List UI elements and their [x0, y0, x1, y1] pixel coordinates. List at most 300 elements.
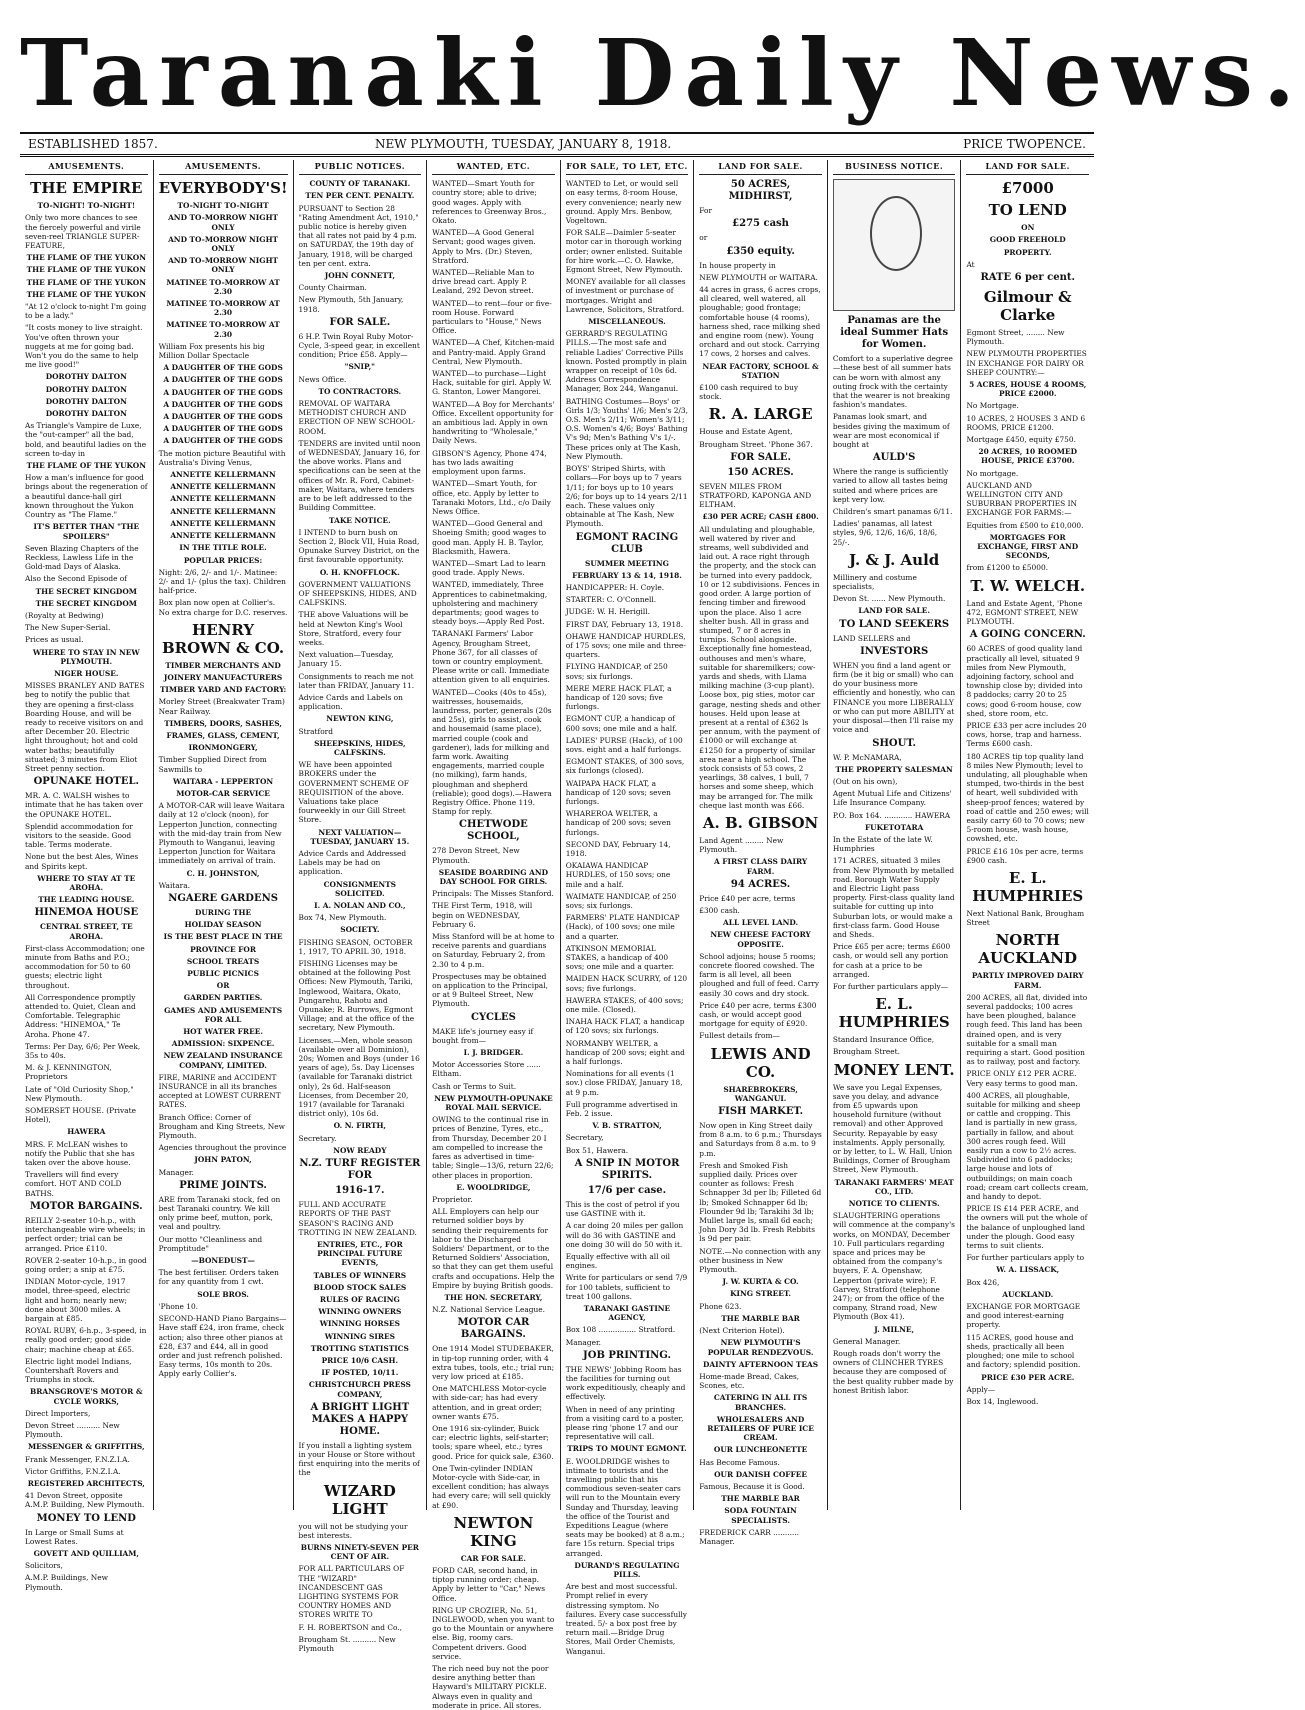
column-text: FOR ALL PARTICULARS OF THE "WIZARD" INCANDESCENT GAS LIGHTING SYSTEMS FOR COUNTRY HOMES AND STORES WRITE TO: [298, 1564, 405, 1620]
column-text: MONEY TO LEND: [36, 1512, 136, 1524]
column-text: PROVINCE FOR: [190, 944, 256, 954]
column-text: NOW READY: [333, 1145, 387, 1155]
column-text: SHEEPSKINS, HIDES, CALFSKINS.: [314, 738, 406, 757]
column-text: J. W. KURTA & CO.: [722, 1277, 799, 1287]
column-text: Direct Importers,: [25, 1408, 91, 1418]
column-text: ON: [1021, 223, 1035, 233]
column-text: 17/6 per case.: [587, 1184, 667, 1196]
column-text: Famous, Because it is Good.: [699, 1481, 805, 1491]
column-text: W. A. LISSACK,: [996, 1265, 1060, 1275]
column-text: ANNETTE KELLERMANN: [170, 531, 276, 541]
column-text: BRANSGROVE'S MOTOR & CYCLE WORKS,: [30, 1387, 143, 1406]
column-text: you will not be studying your best interests.: [298, 1521, 408, 1540]
column-text: TENDERS are invited until noon of WEDNESDAY, January 16, for the above works. Plans and specifications can be seen at the offices of Mr. R. Ford, Cabinet-maker, Waitara, where tenders are to be left addressed to the Building Committee.: [298, 438, 421, 513]
column-text: WANTED—A Chef, Kitchen-maid and Pantry-maid. Apply Grand Central, New Plymouth.: [432, 338, 555, 366]
column-text: The motion picture Beautiful with Australia's Diving Venus,: [158, 448, 286, 467]
column-text: REMOVAL OF WAITARA METHODIST CHURCH AND ERECTION OF NEW SCHOOL-ROOM.: [298, 399, 416, 436]
column-text: NEW PLYMOUTH-OPUNAKE ROYAL MAIL SERVICE.: [434, 1093, 553, 1113]
column-text: MONEY LENT.: [833, 1060, 955, 1079]
column-text: NIGER HOUSE.: [54, 668, 119, 678]
column-text: LEWIS AND CO.: [710, 1044, 811, 1081]
column-text: TROTTING STATISTICS: [310, 1343, 409, 1353]
column-text: DOROTHY DALTON: [45, 372, 127, 382]
column-text: NOTE.—No connection with any other business in New Plymouth.: [699, 1246, 821, 1275]
column-text: MERE MERE HACK FLAT, a handicap of 120 sovs; five furlongs.: [565, 683, 672, 712]
column-text: Panamas look smart, and besides giving the maximum of wear are most economical if bought at: [832, 412, 950, 450]
column-text: N.Z. National Service League.: [432, 1305, 545, 1315]
column-text: 171 ACRES, situated 3 miles from New Plymouth by metalled road. Borough Water Supply and Electric Light pass property. First-class quality land suitable for cutting up into Suburban lots, or would make a first-class farm. Good House and Sheds.: [832, 856, 955, 939]
column-text: EVERYBODY'S!: [158, 179, 288, 198]
column-text: Proprietor.: [432, 1194, 473, 1204]
column-text: ARE from Taranaki stock, fed on best Taranaki country. We kill only prime beef, mutton, pork, veal and poultry.: [158, 1194, 281, 1232]
column-text: A BRIGHT LIGHT MAKES A HAPPY HOME.: [310, 1401, 410, 1437]
column-text: The New Super-Serial.: [25, 623, 111, 633]
column-text: ADMISSION: SIXPENCE.: [171, 1039, 275, 1049]
column-text: A DAUGHTER OF THE GODS: [163, 387, 283, 397]
column-text: SOMERSET HOUSE. (Private Hotel),: [25, 1106, 136, 1125]
column-text: FARMERS' PLATE HANDICAP (Hack), of 100 sovs; one mile and a quarter.: [565, 913, 680, 941]
column-text: FIRST DAY, February 13, 1918.: [565, 619, 684, 629]
column-text: FULL AND ACCURATE REPORTS OF THE PAST SEASON'S RACING AND TROTTING IN NEW ZEALAND.: [298, 1200, 417, 1237]
column-text: £350 equity.: [726, 245, 795, 257]
column-text: THE MARBLE BAR: [721, 1313, 800, 1323]
column-text: OWING to the continual rise in prices of Benzine, Tyres, etc., from Thursday, December 20 I am compelled to increase the fares as advertised in time-table; Single—13/6, return 22/6; other places in proportion.: [432, 1115, 554, 1180]
column-text: MORTGAGES FOR EXCHANGE, FIRST AND SECONDS,: [977, 532, 1079, 561]
column-text: POPULAR PRICES:: [183, 555, 263, 565]
column-text: SOCIETY.: [340, 925, 380, 935]
column-text: Equities from £500 to £10,000.: [966, 520, 1084, 530]
column-text: HENRY BROWN & CO.: [162, 620, 285, 657]
column-text: Our motto "Cleanliness and Promptitude": [158, 1234, 263, 1253]
column-text: NORTH AUCKLAND: [978, 931, 1078, 968]
column-text: ATKINSON MEMORIAL STAKES, a handicap of 400 sovs; one mile and a quarter.: [565, 943, 674, 972]
column-text: THE above Valuations will be held at Newton King's Wool Store, Stratford, every four weeks.: [298, 610, 409, 647]
newspaper-title: Taranaki Daily News.: [20, 19, 1305, 127]
column-text: OUR DANISH COFFEE: [714, 1469, 808, 1479]
column-text: MAIDEN HACK SCURRY, of 120 sovs; five furlongs.: [565, 974, 688, 993]
newspaper-columns: [20, 160, 1094, 1710]
column-heading: LAND FOR SALE.: [966, 160, 1089, 175]
column-text: ANNETTE KELLERMANN: [170, 482, 276, 492]
column-text: SHAREBROKERS, WANGANUI.: [723, 1084, 798, 1103]
column-text: THE FLAME OF THE YUKON: [26, 253, 146, 263]
column-text: Price £65 per acre; terms £600 cash, or would sell any portion for cash at a price to be arranged.: [832, 942, 951, 979]
column-text: NEW PLYMOUTH or WAITARA.: [699, 272, 818, 282]
column-text: HOT WATER FREE.: [183, 1027, 263, 1037]
column-text: REGISTERED ARCHITECTS,: [27, 1478, 145, 1488]
column-text: Agencies throughout the province: [158, 1143, 287, 1153]
column-text: OHAWE HANDICAP HURDLES, of 175 sovs; one mile and three-quarters.: [565, 631, 686, 660]
column-text: TEN PER CENT. PENALTY.: [305, 191, 415, 201]
column-text: ANNETTE KELLERMANN: [170, 470, 276, 480]
column-2: [154, 160, 294, 1510]
column-text: SLAUGHTERING operations will commence at the company's works, on MONDAY, December 10. Full particulars regarding space and prices may be obtained from the company's buyers, F. A. Openshaw, Lepperton (private wire); F. Garvey, Stratford (telephone 247); or from the office of the company, Strand road, New Plymouth (Box 41).: [832, 1211, 955, 1322]
column-text: T. W. WELCH.: [970, 576, 1086, 595]
column-text: For: [699, 206, 712, 216]
masthead: [0, 0, 1305, 130]
column-text: INAHA HACK FLAT, a handicap of 120 sovs; six furlongs.: [565, 1017, 685, 1036]
column-text: Licenses.—Men, whole season (available over all Dominion), 20s; Women and Boys (under 16 years of age), 5s. Day Licenses (available for Taranaki district only), 2s 6d. Half-season Licenses, from December 20, 1917 (available for Taranaki district only), 10s 6d.: [298, 1035, 420, 1119]
column-text: WE have been appointed BROKERS under the GOVERNMENT SCHEME OF REQUISITION of the above. Valuations take place fourweekly in our Gill Street Store.: [298, 760, 409, 825]
column-text: £100 cash required to buy stock.: [699, 383, 799, 402]
column-text: NEW PLYMOUTH PROPERTIES IN EXCHANGE FOR DAIRY OR SHEEP COUNTRY:—: [966, 349, 1087, 377]
column-4: [427, 160, 561, 1710]
column-text: Fresh and Smoked Fish supplied daily. Prices over counter as follows: Fresh Schnapper 3d per lb; Filleted 6d lb; Smoked Schnapper 6d lb; Flounder 9d lb; Tarakihi 3d lb; Mullet large ls, small 6d each; John Dory 3d lb. Fresh Rebbits ls 9d per pair.: [699, 1160, 822, 1244]
column-heading: PUBLIC NOTICES.: [299, 160, 422, 175]
column-text: Timber Supplied Direct from Sawmills to: [158, 755, 267, 774]
column-text: Motor Accessories Store ...... Eltham.: [432, 1060, 541, 1079]
column-text: THE First Term, 1918, will begin on WEDNESDAY, February 6.: [432, 901, 533, 929]
column-text: Also the Second Episode of: [25, 574, 127, 584]
column-text: New Plymouth, 5th January, 1918.: [298, 295, 404, 314]
column-text: JOHN PATON,: [194, 1155, 252, 1165]
column-text: 400 ACRES, all ploughable, suitable for milking and sheep or cattle and cropping. This land is partially in new grass, partially in fallow, and about 300 acres rough feed. Will easily run a cow to 2½ acres. Subdivided into 6 paddocks; large house and lots of outbuildings; on main coach road; cream cart collects cream, and handy to depot.: [966, 1090, 1089, 1202]
column-text: Secretary,: [565, 1133, 604, 1143]
column-text: NEAR FACTORY, SCHOOL & STATION: [702, 361, 819, 380]
column-text: AUCKLAND AND WELLINGTON CITY AND SUBURBAN PROPERTIES IN EXCHANGE FOR FARMS:—: [966, 480, 1077, 518]
column-text: A. B. GIBSON: [702, 813, 819, 832]
column-text: TO-NIGHT! TO-NIGHT!: [37, 201, 136, 211]
column-text: Comfort to a superlative degree—these best of all summer hats can be worn with almost any outing frock with the certainty that the wearer is not breaking fashion's mandates.: [832, 354, 953, 410]
column-text: Box 14, Inglewood.: [966, 1396, 1039, 1406]
column-text: 41 Devon Street, opposite A.M.P. Building, New Plymouth.: [25, 1491, 145, 1510]
established-text: ESTABLISHED 1857.: [28, 137, 158, 151]
column-text: CYCLES: [471, 1011, 516, 1023]
column-text: E. WOOLDRIDGE,: [456, 1182, 531, 1192]
column-text: INDIAN Motor-cycle, 1917 model, three-speed, electric light and horn; nearly new; done about 3000 miles. A bargain at £85.: [25, 1277, 131, 1323]
column-text: DURING THE: [194, 907, 252, 917]
column-text: O. H. KNOFFLOCK.: [319, 567, 400, 577]
column-text: Consignments to reach me not later than FRIDAY, January 11.: [298, 671, 415, 690]
column-text: WAITARA - LEPPERTON: [172, 776, 274, 786]
column-text: The rich need buy not the poor desire anything better than Hayward's MILITARY PICKLE. Always even in quality and moderate in price. All stores.: [432, 1664, 549, 1710]
column-text: PARTLY IMPROVED DAIRY FARM.: [971, 971, 1084, 990]
column-text: None but the best Ales, Wines and Spirits kept.: [25, 852, 139, 871]
column-text: J. & J. Auld: [849, 550, 940, 569]
dateline: NEW PLYMOUTH, TUESDAY, JANUARY 8, 1918.: [375, 137, 672, 151]
column-text: MR. A. C. WALSH wishes to intimate that he has taken over the OPUNAKE HOTEL.: [25, 791, 143, 819]
column-text: THE FLAME OF THE YUKON: [26, 265, 146, 275]
column-text: FREDERICK CARR ........... Manager.: [699, 1527, 800, 1546]
column-text: WAIPAPA HACK FLAT, a handicap of 120 sovs; seven furlongs.: [565, 778, 671, 806]
column-text: CHETWODE SCHOOL,: [459, 819, 528, 843]
column-text: WANTED to Let, or would sell on easy terms, 8-room House, every convenience; nearly new ground. Apply Mrs. Benbow, Vogeltown.: [565, 179, 682, 226]
column-text: THE SECRET KINGDOM: [35, 598, 137, 608]
column-text: AND TO-MORROW NIGHT ONLY: [168, 213, 279, 232]
column-text: ROYAL RUBY, 6-h.p., 3-speed, in really good order; good side chair; machine cheap at £65.: [25, 1326, 147, 1354]
info-bar: [20, 132, 1094, 157]
column-text: Secretary.: [298, 1133, 337, 1143]
column-text: All undulating and ploughable, well watered by river and streams, well subdivided and laid out. A race right through the property, and the stock can be turned into every paddock, 10 or 12 subdivisions. Fences in good order. A large portion of fencing timber and firewood upon the place. Also 1 acre shelter bush. All in grass and stumped, 7 or 8 acres in turnips. School alongside. Exceptionally fine homestead, outhouses and men's whare, suitable for sharemilkers; cow-yards and sheds, with Llama milking machine (3-cup plant). Loose box, pig sties, motor car garage, nesting sheds and other houses. Held upon lease at present at a rental of £362 ls per annum, with the payment of £1000 or will exchange at £1250 for a property of similar area near a high school. The stock consists of 53 cows, 2 yearlings, 38 calves, 1 bull, 7 horses and some sheep, which may be arranged for. The milk cheque last month was £66.: [699, 524, 821, 810]
column-text: GAMES AND AMUSEMENTS FOR ALL: [164, 1005, 283, 1024]
column-text: ROVER 2-seater 10-h.p., in good going order; a snip at £75.: [25, 1255, 147, 1274]
column-text: GERRARD'S REGULATING PILLS.—The most safe and reliable Ladies' Corrective Pills known. Posted promptly in plain wrapper on receipt of 10s 6d. Address Correspondence Manager, Box 244, Wanganui.: [565, 329, 687, 394]
column-text: Phone 623.: [699, 1301, 742, 1311]
column-text: THE EMPIRE: [30, 179, 143, 198]
column-text: In Large or Small Sums at Lowest Rates.: [25, 1527, 124, 1546]
column-text: IRONMONGERY,: [188, 743, 258, 753]
column-text: WHEN you find a land agent or firm (be it big or small) who can do your business more efficiently and honestly, who can FINANCE you more LIBERALLY or who can put more ABILITY at your disposal—then I'll raise my voice and: [832, 660, 956, 735]
column-text: DAINTY AFTERNOON TEAS: [703, 1359, 819, 1369]
column-text: One 1916 six-cylinder, Buick car; electric lights, self-starter; tools; spare wheel, etc.; tyres good. Price for quick sale, £360.: [432, 1423, 554, 1461]
column-text: MISSES BRANLEY AND BATES beg to notify the public that they are opening a first-class Boarding House, and will be ready to receive visitors on and after December 20. Electric light throughout; hot and cold water baths; beautifully situated; 3 minutes from Eliot Street penny section.: [25, 681, 145, 773]
column-text: SEASIDE BOARDING AND DAY SCHOOL FOR GIRLS.: [438, 867, 549, 887]
column-text: In house property in: [699, 260, 776, 270]
column-text: CONSIGNMENTS SOLICITED.: [323, 879, 396, 898]
column-text: Frank Messenger, F.N.Z.I.A.: [25, 1454, 130, 1464]
column-text: I. J. BRIDGER.: [463, 1048, 524, 1058]
column-text: HANDICAPPER: H. Coyle.: [565, 582, 665, 592]
column-text: NEW CHEESE FACTORY OPPOSITE.: [710, 930, 811, 949]
column-text: WANTED—Smart Youth for country store; able to drive; good wages. Apply with references to Greenway Bros., Okato.: [432, 179, 547, 226]
column-text: E. L. HUMPHRIES: [972, 868, 1084, 905]
column-text: A DAUGHTER OF THE GODS: [163, 375, 283, 385]
column-text: Prospectuses may be obtained on application to the Principal, or at 9 Bulteel Street, New Plymouth.: [432, 971, 548, 1009]
column-text: RATE 6 per cent.: [980, 272, 1075, 284]
column-text: Waitara.: [158, 880, 190, 890]
column-text: Box plan now open at Collier's. No extra charge for D.C. reserves.: [158, 598, 288, 617]
column-text: A MOTOR-CAR will leave Waitara daily at 12 o'clock (noon), for Lepperton Junction, connecting with the mid-day train from New Plymouth to Wanganui, leaving Lepperton Junction for Waitara immediately on arrival of train.: [158, 801, 285, 866]
column-text: School adjoins; house 5 rooms; concrete floored cowshed. The farm is all level, all been ploughed and full of feed. Carry easily 30 cows and dry stock.: [699, 951, 820, 998]
column-text: 180 ACRES tip top quality land 8 miles New Plymouth; level to undulating, all ploughable when stumped, two-thirds in the best of heart, well subdivided with sheep-proof fences; watered by road of cattle and 250 ewes; will easily carry 60 to 70 cows; new 5-room house, wash house, cowshed, etc.: [966, 751, 1089, 844]
column-text: AND TO-MORROW NIGHT ONLY: [168, 256, 279, 275]
column-text: 'Phone 10.: [158, 1301, 199, 1311]
column-text: Are best and most successful. Prompt relief in every distressing symptom. No failures. Every case successfully treated. 5/- a box post free by return mail.—Bridge Drug Stores, Mail Order Chemists, Wanganui.: [565, 1582, 687, 1656]
column-text: (Out on his own),: [832, 776, 898, 786]
column-text: W. P. McNAMARA,: [832, 752, 902, 762]
column-text: Land and Estate Agent, 'Phone 472, EGMONT STREET, NEW PLYMOUTH.: [966, 598, 1083, 627]
column-text: LADIES' PURSE (Hack), of 100 sovs. eight and a half furlongs.: [565, 735, 683, 754]
panama-hat-illustration: [833, 179, 956, 311]
column-text: MOTOR CAR BARGAINS.: [457, 1317, 530, 1341]
column-text: Box 426,: [966, 1277, 1000, 1287]
column-text: Splendid accommodation for visitors to the seaside. Good table. Terms moderate.: [25, 821, 133, 850]
column-text: NEWTON KING,: [326, 714, 394, 724]
column-text: NGAERE GARDENS: [168, 892, 278, 904]
column-text: FORD CAR, second hand, in tiptop running order; cheap. Apply by letter to "Car," News Office.: [432, 1566, 546, 1603]
column-text: E. WOOLDRIDGE wishes to intimate to tourists and the travelling public that his commodious seven-seater cars will run to the Mountain every Sunday and Thursday, leaving the office of the Tourist and Expeditions League (where seats may be booked) at 8 a.m.; fare 15s return. Special trips arranged.: [565, 1456, 685, 1558]
column-text: Box 108 ................ Stratford.: [565, 1325, 676, 1335]
column-text: Mortgage £450, equity £750.: [966, 435, 1076, 445]
column-text: How a man's influence for good brings about the regeneration of a beautiful dance-hall girl known throughout the Yukon Country as "The Flame.": [25, 473, 148, 520]
column-text: WHOLESALERS AND RETAILERS OF PURE ICE CREAM.: [707, 1414, 814, 1443]
column-text: A DAUGHTER OF THE GODS: [163, 399, 283, 409]
column-text: As Triangle's Vampire de Luxe, the "out-camper" all the bad, bold, and beautiful ladies on the screen to-day in: [25, 421, 147, 458]
column-text: First-class Accommodation; one minute from Baths and P.O.; accommodation for 50 to 60 guests; electric light throughout.: [25, 943, 145, 990]
column-text: A car doing 20 miles per gallon will do 36 with GASTINE and one doing 30 will do 50 with it.: [565, 1221, 684, 1249]
column-text: THE LEADING HOUSE.: [38, 895, 135, 905]
column-text: THE MARBLE BAR: [721, 1494, 800, 1504]
column-text: House and Estate Agent,: [699, 427, 793, 437]
column-text: All Correspondence promptly attended to. Quiet, Clean and Comfortable. Telegraphic Address: "HINEMOA," Te Aroha. Phone 47.: [25, 992, 136, 1039]
column-text: PURSUANT to Section 28 "Rating Amendment Act, 1910," public notice is hereby given that all rates not paid by 4 p.m. on SATURDAY, the 19th day of January, 1918, will be charged ten per cent. extra.: [298, 203, 419, 268]
column-text: TO LEND: [988, 201, 1067, 220]
column-text: £275 cash: [732, 218, 789, 230]
column-text: from £1200 to £5000.: [966, 563, 1049, 573]
column-text: Morley Street (Breakwater Tram) Near Railway.: [158, 697, 285, 716]
column-text: When in need of any printing from a visiting card to a poster, please ring 'phone 17 and our representative will call.: [565, 1404, 684, 1442]
column-text: HAWERA: [67, 1127, 106, 1137]
column-text: RULES OF RACING: [319, 1294, 400, 1304]
column-text: In the Estate of the late W. Humphries: [832, 834, 933, 854]
column-heading: BUSINESS NOTICE.: [833, 160, 956, 175]
column-1: [20, 160, 154, 1592]
column-text: GARDEN PARTIES.: [183, 993, 263, 1003]
column-text: Next National Bank, Brougham Street: [966, 908, 1085, 928]
column-text: HAWERA STAKES, of 400 sovs; one mile. (Closed).: [565, 995, 684, 1015]
column-text: Egmont Street, ........ New Plymouth.: [966, 328, 1065, 347]
column-text: RING UP CROZIER, No. 51, INGLEWOOD, when you want to go to the Mountain or anywhere else. Big, roomy cars. Competent drivers. Good service.: [432, 1605, 555, 1661]
column-text: ALL LEVEL LAND.: [723, 918, 799, 928]
column-text: WINNING SIRES: [324, 1331, 395, 1341]
column-heading: FOR SALE, TO LET, ETC.: [566, 160, 689, 175]
column-text: Principals: The Misses Stanford.: [432, 889, 554, 899]
column-text: Home-made Bread, Cakes, Scones, etc.: [699, 1371, 800, 1391]
column-text: EXCHANGE FOR MORTGAGE and good interest-earning property.: [966, 1302, 1081, 1330]
column-text: Rough roads don't worry the owners of CLINCHER TYRES because they are composed of the best quality rubber made by honest British labor.: [832, 1349, 954, 1395]
column-text: PUBLIC PICNICS: [187, 969, 259, 978]
column-text: We save you Legal Expenses, save you delay, and advance from £5 upwards upon household furniture (without removal) and other Approved Security. Repayable by easy instalments. Apply personally, or by letter, to L. W. Hall, Union Buildings, Corner of Brougham Street, New Plymouth.: [832, 1082, 953, 1175]
column-text: 1916-17.: [335, 1185, 385, 1197]
column-text: FISHING Licenses may be obtained at the following Post Offices: New Plymouth, Tariki, Inglewood, Waitara, Okato, Pungarehu, Rahotu and Opunake; R. Burrows, Egmont Village; and at the office of the secretary, New Plymouth.: [298, 959, 415, 1033]
column-text: For further particulars apply to: [966, 1253, 1085, 1263]
column-text: WANTED—Good General and Shoeing Smith; good wages to good man. Apply H. B. Taylor, Blacksmith, Hawera.: [432, 519, 547, 556]
column-text: 44 acres in grass, 6 acres crops, all cleared, well watered, all ploughable; good frontage; comfortable house (4 rooms), harness shed, race milking shed and engine room (new). Young orchard and out stock. Carrying 17 cows, 2 horses and calves.: [699, 285, 821, 359]
column-text: (Royalty at Bedwing): [25, 610, 104, 620]
column-text: 10 ACRES, 2 HOUSES 3 AND 6 ROOMS, PRICE £1200.: [966, 413, 1086, 432]
column-text: Branch Office: Corner of Brougham and King Streets, New Plymouth.: [158, 1112, 285, 1141]
column-text: County Chairman.: [298, 283, 367, 293]
column-text: WANTED—Cooks (40s to 45s), waitresses, housemaids, laundress, porter, generals (20s and 25s), girls to assist, cook and housemaid (same place), married couple (cook and gardener), lads for milking and farm work. Awaiting engagements, married couple (no milking), farm hands, ploughman and shepherd (reliable); good dogs).—Hawera Registry Office. Phone 119. Stamp for reply.: [432, 687, 552, 817]
column-text: MONEY available for all classes of investment or purchase of mortgages. Wright and Lawrence, Solicitors, Stratford.: [565, 277, 686, 314]
column-text: Agent Mutual Life and Citizens' Life Insurance Company.: [832, 789, 952, 808]
column-text: TAKE NOTICE.: [328, 515, 391, 525]
column-text: JOINERY MANUFACTURERS: [163, 672, 283, 682]
column-text: Standard Insurance Office,: [832, 1035, 935, 1045]
column-text: TO CONTRACTORS.: [318, 386, 402, 396]
column-heading: AMUSEMENTS.: [25, 160, 148, 175]
column-text: OR: [216, 981, 230, 991]
column-text: M. & J. KENNINGTON, Proprietors: [25, 1063, 112, 1082]
column-text: V. B. STRATTON,: [592, 1121, 662, 1131]
column-text: TIMBERS, DOORS, SASHES,: [164, 718, 282, 728]
column-text: FISHING SEASON, OCTOBER 1, 1917, TO APRIL 30, 1918.: [298, 937, 413, 956]
column-text: IF POSTED, 10/11.: [321, 1368, 399, 1378]
column-text: F. H. ROBERTSON and Co.,: [298, 1622, 403, 1632]
column-text: Write for particulars or send 7/9 for 100 tablets, sufficient to treat 100 gallons.: [565, 1273, 688, 1301]
column-3: [294, 160, 428, 1653]
column-text: Nominations for all events (1 sov.) close FRIDAY, January 18, at 9 p.m.: [565, 1069, 683, 1097]
column-text: One 1914 Model STUDEBAKER, in tip-top running order, with 4 extra tubes, tools, etc.; trial run; very low priced at £185.: [432, 1344, 555, 1381]
column-text: FISH MARKET.: [718, 1106, 804, 1118]
column-text: Cash or Terms to Suit.: [432, 1081, 517, 1091]
column-text: Equally effective with all oil engines.: [565, 1251, 671, 1271]
column-text: NEW PLYMOUTH'S POPULAR RENDEZVOUS.: [707, 1338, 814, 1357]
column-text: Brougham Street. 'Phone 367.: [699, 439, 813, 449]
column-text: Victor Griffiths, F.N.Z.I.A.: [25, 1466, 121, 1476]
column-text: NEXT VALUATION—TUESDAY, JANUARY 15.: [310, 827, 410, 846]
column-text: TARANAKI GASTINE AGENCY,: [583, 1303, 671, 1323]
column-text: £300 cash.: [699, 905, 740, 915]
column-text: WANTED—to purchase—Light Hack, suitable for girl. Apply W. G. Stanton, Lower Mangorei.: [432, 369, 552, 397]
column-text: 50 ACRES, MIDHIRST,: [728, 179, 793, 203]
column-text: THE SECRET KINGDOM: [35, 586, 137, 596]
column-text: "It costs money to live straight. You've often thrown your nuggets at me for going bad. Won't you do the same to help me live good!": [25, 323, 143, 370]
column-text: A SNIP IN MOTOR SPIRITS.: [574, 1157, 680, 1181]
column-text: At: [966, 259, 975, 269]
column-text: I INTEND to burn bush on Section 2, Block VII, Huia Road, Opunake Survey District, on the first favourable opportunity.: [298, 527, 420, 565]
column-text: William Fox presents his big Million Dollar Spectacle: [158, 341, 265, 361]
column-text: DOROTHY DALTON: [45, 384, 127, 394]
column-text: or: [699, 233, 708, 243]
column-text: WINNING HORSES: [319, 1319, 400, 1329]
column-text: MOTOR-CAR SERVICE: [176, 788, 270, 798]
column-text: BURNS NINETY-SEVEN PER CENT OF AIR.: [300, 1542, 419, 1562]
column-text: THE FLAME OF THE YUKON: [26, 461, 146, 471]
column-text: News Office.: [298, 374, 347, 384]
column-text: WANTED—A Boy for Merchants' Office. Excellent opportunity for an ambitious lad. Apply in own handwriting to "Wholesale," Daily News.: [432, 399, 555, 446]
column-text: THE FLAME OF THE YUKON: [26, 289, 146, 299]
column-text: C. H. JOHNSTON,: [186, 868, 260, 878]
column-text: Millinery and costume specialists,: [832, 572, 917, 592]
column-text: JOHN CONNETT,: [324, 271, 395, 281]
column-text: 20 ACRES, 10 ROOMED HOUSE, PRICE £3700.: [978, 447, 1078, 466]
column-text: A DAUGHTER OF THE GODS: [163, 412, 283, 422]
column-text: DOROTHY DALTON: [45, 409, 127, 419]
column-text: TARANAKI FARMERS' MEAT CO., LTD.: [834, 1177, 954, 1196]
column-text: 278 Devon Street, New Plymouth.: [432, 846, 520, 865]
column-text: ALL Employers can help our returned soldier boys by sending their requirements for labor to the Discharged Soldiers' Department, or to the Returned Soldiers' Association, so that they can get them useful crafts and occupations. Help the Empire by buying British goods.: [432, 1207, 555, 1290]
column-text: PROPERTY.: [1003, 247, 1052, 257]
column-text: "At 12 o'clock to-night I'm going to be a lady.": [25, 302, 147, 321]
column-text: KING STREET.: [730, 1289, 792, 1299]
column-text: NORMANBY WELTER, a handicap of 200 sovs; eight and a half furlongs.: [565, 1038, 685, 1067]
column-text: SECOND DAY, February 14, 1918.: [565, 839, 671, 858]
column-text: CATERING IN ALL ITS BRANCHES.: [713, 1393, 808, 1412]
column-text: MATINEE TO-MORROW AT 2.30: [166, 277, 280, 296]
column-text: CENTRAL STREET, TE AROHA.: [39, 922, 133, 941]
column-text: IT'S BETTER THAN "THE SPOILERS": [33, 522, 140, 541]
column-text: Brougham St. .......... New Plymouth: [298, 1634, 396, 1653]
column-text: No mortgage.: [966, 468, 1019, 478]
column-text: PRICE £33 per acre includes 20 cows, horse, trap and harness. Terms £600 cash.: [966, 720, 1087, 749]
column-text: PRICE £30 PER ACRE.: [981, 1372, 1075, 1382]
column-text: Price £40 per acre, terms £300 cash, or would accept good mortgage for equity of £920.: [699, 1000, 817, 1029]
column-text: OPUNAKE HOTEL.: [33, 776, 139, 788]
column-text: TIMBER MERCHANTS AND: [165, 660, 281, 670]
column-text: J. MILNE,: [874, 1324, 915, 1334]
column-text: SEVEN MILES FROM STRATFORD, KAPONGA AND ELTHAM.: [699, 481, 812, 510]
column-text: MRS. F. McLEAN wishes to notify the Public that she has taken over the above house.: [25, 1139, 135, 1168]
column-text: Advice Cards and Labels on application.: [298, 692, 403, 712]
column-text: THE HON. SECRETARY,: [444, 1292, 543, 1302]
column-text: Now open in King Street daily from 8 a.m. to 6 p.m.; Thursdays and Saturdays from 8 a.m. to 9 p.m.: [699, 1121, 822, 1158]
column-text: DOROTHY DALTON: [45, 396, 127, 406]
column-text: FEBRUARY 13 & 14, 1918.: [572, 570, 682, 580]
column-text: EGMONT RACING CLUB: [575, 531, 679, 555]
column-text: FOR SALE.: [730, 451, 791, 463]
column-text: PRICE £16 10s per acre, terms £900 cash.: [966, 846, 1084, 865]
column-text: EGMONT STAKES, of 300 sovs, six furlongs (closed).: [565, 757, 685, 776]
column-text: WAIMATE HANDICAP, of 250 sovs; six furlongs.: [565, 891, 677, 911]
column-text: ANNETTE KELLERMANN: [170, 506, 276, 516]
price-text: PRICE TWOPENCE.: [963, 137, 1086, 151]
column-text: TRIPS TO MOUNT EGMONT.: [567, 1444, 687, 1454]
column-text: Where the range is sufficiently varied to allow all tastes being suited and where prices are kept very low.: [832, 467, 949, 504]
column-text: DURAND'S REGULATING PILLS.: [574, 1560, 680, 1579]
column-text: JOB PRINTING.: [583, 1349, 671, 1361]
column-text: CAR FOR SALE.: [460, 1553, 527, 1563]
